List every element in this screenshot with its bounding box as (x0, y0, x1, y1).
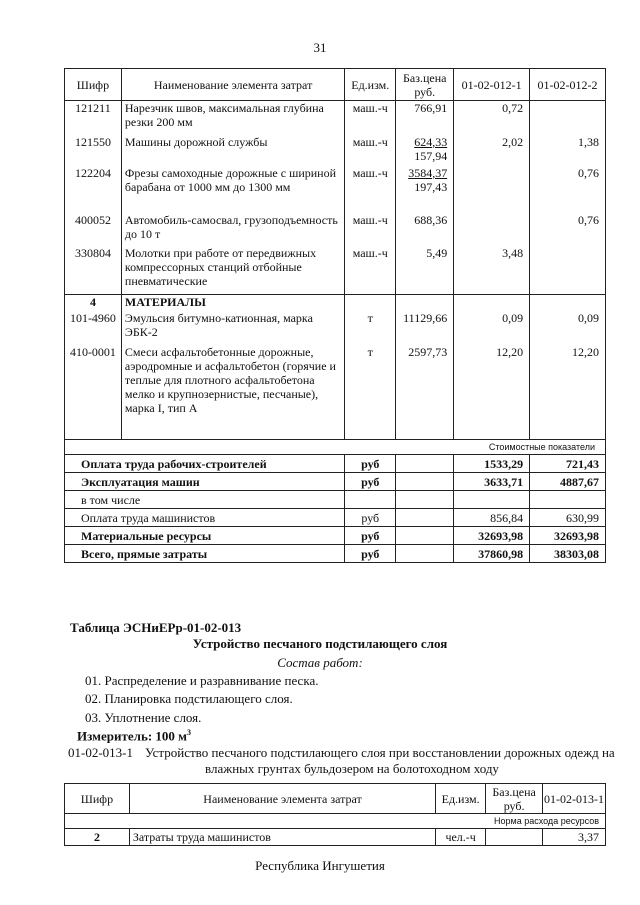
totals-unit: руб (345, 455, 396, 473)
row-price: 2597,73 (396, 345, 454, 440)
norm-label: Норма расхода ресурсов (65, 814, 606, 829)
table-row (65, 345, 606, 440)
header-col1: 01-02-012-1 (454, 69, 530, 101)
row-name: Эмульсия битумно-катионная, марка ЭБК-2 (121, 311, 344, 345)
row-name: Молотки при работе от передвижных компрессорных станций отбойные пневматические (121, 246, 344, 295)
price-secondary: 157,94 (414, 148, 448, 163)
totals-label: Всего, прямые затраты (65, 545, 345, 563)
totals-value-1: 32693,98 (454, 527, 530, 545)
header-unit: Ед.изм. (436, 784, 486, 814)
section-code: 4 (65, 295, 122, 311)
work-item: 01. Распределение и разравнивание песка. (85, 673, 319, 688)
price-underlined: 3584,37 (408, 165, 448, 180)
row-unit: маш.-ч (345, 166, 396, 213)
totals-label: в том числе (65, 491, 345, 509)
row-value-1: 0,72 (454, 101, 530, 135)
row-name: Фрезы самоходные дорожные с шириной барабана от 1000 мм до 1300 мм (121, 166, 344, 213)
norm-label-row (65, 814, 606, 829)
row-code: 121550 (65, 135, 122, 166)
row-price: 11129,66 (396, 311, 454, 345)
header-col2: 01-02-012-2 (530, 69, 606, 101)
row-name: Затраты труда машинистов (129, 829, 435, 846)
work-item: 03. Уплотнение слоя. (85, 710, 202, 725)
header-price: Баз.цена руб. (486, 784, 543, 814)
cost-indicators-label: Стоимостные показатели (65, 440, 606, 455)
row-value-1: 0,09 (454, 311, 530, 345)
table-row (65, 213, 606, 246)
table-row (65, 829, 606, 846)
row-price (396, 135, 454, 166)
totals-label: Оплата труда машинистов (65, 509, 345, 527)
row-code: 121211 (65, 101, 122, 135)
row-value-2: 1,38 (530, 135, 606, 166)
section-title: МАТЕРИАЛЫ (121, 295, 344, 311)
row-value-2: 12,20 (530, 345, 606, 440)
row-unit: маш.-ч (345, 213, 396, 246)
meter-text: Измеритель: 100 м (77, 728, 188, 744)
meter-label (77, 728, 191, 744)
resources-table-2 (64, 783, 606, 846)
totals-value-2: 32693,98 (530, 527, 606, 545)
row-value-2: 0,76 (530, 166, 606, 213)
totals-unit: руб (345, 545, 396, 563)
row-name: Машины дорожной службы (121, 135, 344, 166)
totals-value-2: 38303,08 (530, 545, 606, 563)
row-price: 5,49 (396, 246, 454, 295)
totals-row (65, 509, 606, 527)
header-code: Шифр (65, 784, 130, 814)
totals-value-2: 630,99 (530, 509, 606, 527)
table-title: Таблица ЭСНиЕРр-01-02-013 (70, 620, 242, 635)
row-code: 330804 (65, 246, 122, 295)
row-value-2: 0,09 (530, 311, 606, 345)
row-value-1 (454, 213, 530, 246)
row-unit: чел.-ч (436, 829, 486, 846)
table-row (65, 135, 606, 166)
header-price: Баз.цена руб. (396, 69, 454, 101)
header-unit: Ед.изм. (345, 69, 396, 101)
row-code: 410-0001 (65, 345, 122, 440)
resources-table (64, 68, 606, 563)
item-description-line-1: Устройство песчаного подстилающего слоя при восстановлении дорожных одежд на (145, 745, 615, 760)
table-row (65, 246, 606, 295)
totals-unit (345, 491, 396, 509)
totals-row (65, 491, 606, 509)
totals-value-2: 721,43 (530, 455, 606, 473)
row-price: 688,36 (396, 213, 454, 246)
row-value-1: 2,02 (454, 135, 530, 166)
totals-row (65, 545, 606, 563)
row-unit: т (345, 311, 396, 345)
header-name: Наименование элемента затрат (129, 784, 435, 814)
footer: Республика Ингушетия (255, 858, 385, 873)
totals-value-1: 856,84 (454, 509, 530, 527)
row-name: Нарезчик швов, максимальная глубина резки 200 мм (121, 101, 344, 135)
row-code: 400052 (65, 213, 122, 246)
row-price (396, 166, 454, 213)
price-secondary: 197,43 (414, 179, 448, 194)
row-price: 766,91 (396, 101, 454, 135)
totals-row (65, 473, 606, 491)
totals-unit: руб (345, 509, 396, 527)
row-unit: т (345, 345, 396, 440)
row-price (486, 829, 543, 846)
totals-value-1: 37860,98 (454, 545, 530, 563)
row-value-2 (530, 101, 606, 135)
row-unit: маш.-ч (345, 135, 396, 166)
table-row (65, 101, 606, 135)
totals-value-2 (530, 491, 606, 509)
row-name: Смеси асфальтобетонные дорожные, аэродромные и асфальтобетон (горячие и теплые для плотного асфальтобетона мелко и крупнозернистые, песчаные), марка I, тип А (121, 345, 344, 440)
totals-label: Оплата труда рабочих-строителей (65, 455, 345, 473)
section-row (65, 295, 606, 311)
header-name: Наименование элемента затрат (121, 69, 344, 101)
subtitle: Устройство песчаного подстилающего слоя (192, 636, 448, 651)
price-underlined: 624,33 (414, 134, 448, 149)
row-value-1: 3,48 (454, 246, 530, 295)
table-header (65, 784, 606, 814)
totals-label: Эксплуатация машин (65, 473, 345, 491)
totals-unit: руб (345, 527, 396, 545)
composition-title: Состав работ: (277, 655, 363, 670)
row-code: 101-4960 (65, 311, 122, 345)
table-row (65, 311, 606, 345)
row-value-2: 0,76 (530, 213, 606, 246)
totals-unit: руб (345, 473, 396, 491)
row-value-2 (530, 246, 606, 295)
row-code: 2 (65, 829, 130, 846)
totals-label: Материальные ресурсы (65, 527, 345, 545)
row-value-1 (454, 166, 530, 213)
header-col1: 01-02-013-1 (543, 784, 606, 814)
work-item: 02. Планировка подстилающего слоя. (85, 691, 293, 706)
row-name: Автомобиль-самосвал, грузоподъемность до 10 т (121, 213, 344, 246)
totals-value-2: 4887,67 (530, 473, 606, 491)
row-value-1: 12,20 (454, 345, 530, 440)
item-description-line-2: влажных грунтах бульдозером на болотоходном ходу (205, 761, 499, 776)
totals-value-1 (454, 491, 530, 509)
row-unit: маш.-ч (345, 101, 396, 135)
row-unit: маш.-ч (345, 246, 396, 295)
item-code: 01-02-013-1 (68, 745, 133, 760)
totals-value-1: 1533,29 (454, 455, 530, 473)
table-header (65, 69, 606, 101)
meter-exponent: 3 (187, 728, 192, 737)
header-code: Шифр (65, 69, 122, 101)
table-row (65, 166, 606, 213)
row-code: 122204 (65, 166, 122, 213)
cost-label-row (65, 440, 606, 455)
totals-row (65, 527, 606, 545)
totals-row (65, 455, 606, 473)
totals-value-1: 3633,71 (454, 473, 530, 491)
page-number: 31 (313, 40, 327, 55)
row-value-1: 3,37 (543, 829, 606, 846)
